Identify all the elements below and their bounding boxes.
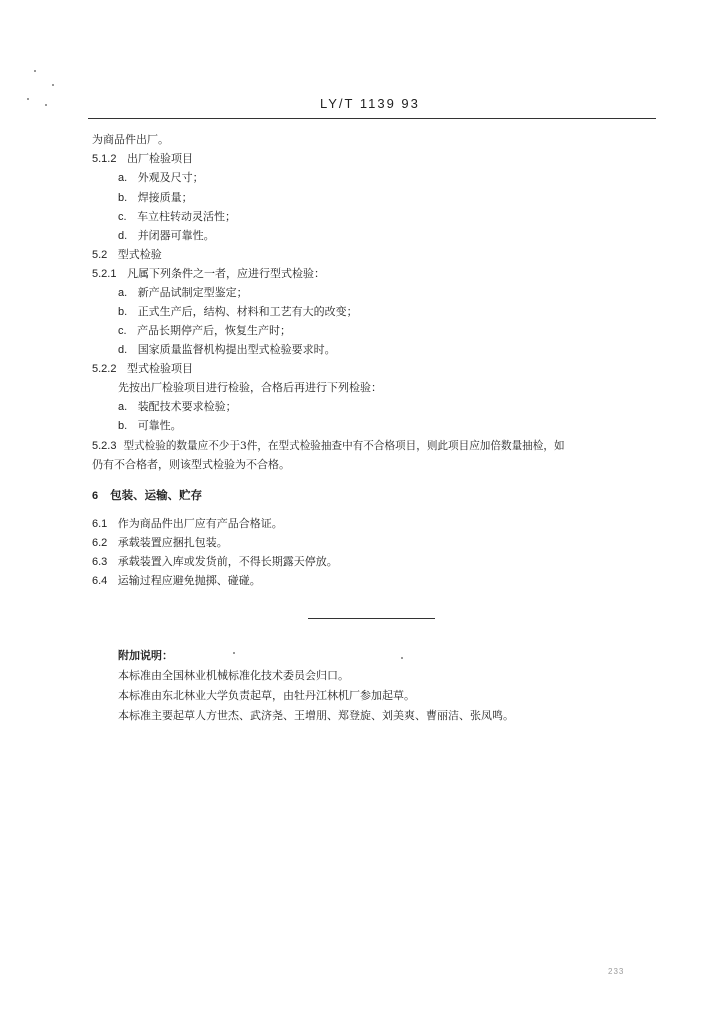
list-text: 车立柱转动灵活性；	[137, 210, 237, 223]
list-marker: d.	[118, 230, 128, 242]
clause-text: 承载装置应捆扎包装。	[117, 536, 228, 549]
list-item	[118, 170, 204, 186]
list-marker: c.	[118, 325, 127, 337]
list-item	[118, 190, 193, 206]
list-text: 可靠性。	[137, 419, 182, 432]
clause-number: 6.2	[92, 537, 108, 549]
scan-speck	[27, 98, 29, 100]
notes-line: 本标准主要起草人方世杰、武济尧、王增朋、郑登旋、刘美爽、曹丽洁、张凤鸣。	[118, 709, 514, 722]
list-text: 正式生产后，结构、材料和工艺有大的改变；	[137, 305, 358, 318]
section-number: 5.2.2	[92, 363, 117, 375]
section-5-1-2-heading	[92, 151, 193, 167]
clause-6-3	[92, 554, 338, 570]
section-number: 5.2.3	[92, 440, 117, 452]
list-text: 新产品试制定型鉴定；	[137, 286, 248, 299]
clause-number: 6.3	[92, 556, 108, 568]
list-item	[118, 342, 336, 358]
list-item	[118, 304, 358, 320]
clause-number: 6.4	[92, 575, 108, 587]
chapter-title: 包装、运输、贮存	[110, 488, 203, 502]
section-5-2-3-paragraph	[92, 438, 565, 454]
list-item	[118, 209, 236, 225]
standard-code: LY/T 1139 93	[320, 96, 420, 111]
notes-line: 本标准由东北林业大学负责起草，由牡丹江林机厂参加起草。	[118, 689, 415, 702]
list-item	[118, 418, 182, 434]
clause-6-4	[92, 573, 261, 589]
scan-speck	[401, 657, 403, 659]
list-marker: b.	[118, 420, 128, 432]
paragraph: 先按出厂检验项目进行检验，合格后再进行下列检验：	[118, 381, 382, 394]
section-5-2-1-heading	[92, 266, 325, 282]
header-rule	[88, 118, 656, 119]
clause-text: 作为商品件出厂应有产品合格证。	[117, 517, 283, 530]
continuation-line: 为商品件出厂。	[92, 133, 169, 146]
list-text: 产品长期停产后，恢复生产时；	[137, 324, 292, 337]
list-marker: a.	[118, 287, 128, 299]
list-text: 并闭器可靠性。	[137, 229, 215, 242]
clause-6-2	[92, 535, 228, 551]
notes-title: 附加说明：	[118, 649, 173, 662]
section-number: 5.2	[92, 249, 108, 261]
section-5-2-heading	[92, 247, 162, 263]
chapter-number: 6	[92, 490, 99, 502]
notes-line: 本标准由全国林业机械标准化技术委员会归口。	[118, 669, 349, 682]
clause-6-1	[92, 516, 283, 532]
list-marker: d.	[118, 344, 128, 356]
clause-text: 承载装置入库或发货前，不得长期露天停放。	[117, 555, 338, 568]
list-marker: c.	[118, 211, 127, 223]
page-number: 233	[608, 967, 625, 976]
scan-speck	[52, 84, 54, 86]
list-marker: a.	[118, 401, 128, 413]
list-marker: b.	[118, 192, 128, 204]
section-5-2-2-heading	[92, 361, 193, 377]
list-item	[118, 399, 237, 415]
section-title: 出厂检验项目	[126, 152, 193, 165]
list-item	[118, 285, 248, 301]
list-text: 焊接质量；	[137, 191, 193, 204]
list-text: 国家质量监督机构提出型式检验要求时。	[137, 343, 336, 356]
list-item	[118, 228, 215, 244]
paragraph-line: 仍有不合格者，则该型式检验为不合格。	[92, 458, 290, 471]
list-marker: b.	[118, 306, 128, 318]
scan-speck	[34, 70, 36, 72]
section-title: 型式检验项目	[126, 362, 193, 375]
list-text: 外观及尺寸；	[137, 171, 204, 184]
clause-number: 6.1	[92, 518, 108, 530]
scan-speck	[45, 104, 47, 106]
section-number: 5.1.2	[92, 153, 117, 165]
clause-text: 运输过程应避免抛掷、碰碰。	[117, 574, 261, 587]
list-item	[118, 323, 291, 339]
section-title: 凡属下列条件之一者，应进行型式检验：	[126, 267, 325, 280]
list-marker: a.	[118, 172, 128, 184]
section-title: 型式检验	[117, 248, 162, 261]
paragraph-line: 型式检验的数量应不少于3件，在型式检验抽查中有不合格项目，则此项目应加倍数量抽检，如	[123, 440, 565, 452]
section-number: 5.2.1	[92, 268, 117, 280]
scan-speck	[233, 652, 235, 654]
list-text: 装配技术要求检验；	[137, 400, 237, 413]
chapter-6-heading	[92, 487, 202, 504]
end-rule	[308, 618, 435, 619]
